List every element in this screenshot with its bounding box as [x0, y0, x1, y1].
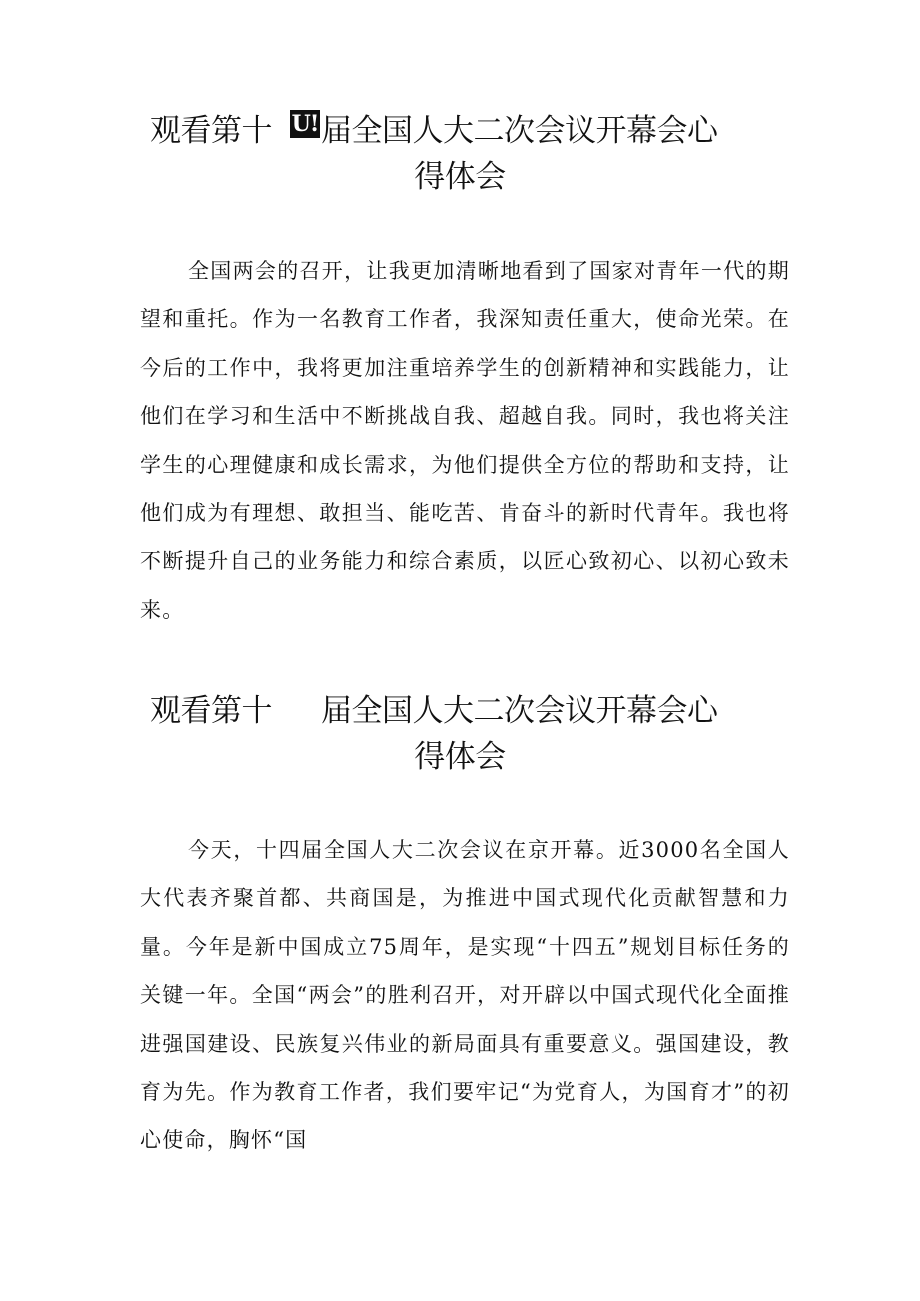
section2-title-part1: 观看第十	[150, 693, 272, 729]
section1-title-line1	[140, 108, 780, 154]
section2-title-line2: 得体会	[414, 739, 506, 775]
section1-title-part1: 观看第十	[150, 113, 272, 149]
section1-title	[140, 108, 780, 200]
title-glyph-artifact: U!	[291, 111, 319, 137]
section1-title-line2: 得体会	[414, 159, 506, 195]
section2-title-part2: 届全国人大二次会议开幕会心	[321, 693, 718, 729]
section2-title	[140, 688, 780, 780]
section2-title-line1	[140, 688, 780, 734]
section1-paragraph: 全国两会的召开，让我更加清晰地看到了国家对青年一代的期望和重托。作为一名教育工作者，我深知责任重大，使命光荣。在今后的工作中，我将更加注重培养学生的创新精神和实践能力，让他们在学习和生活中不断挑战自我、超越自我。同时，我也将关注学生的心理健康和成长需求，为他们提供全方位的帮助和支持，让他们成为有理想、敢担当、能吃苦、肯奋斗的新时代青年。我也将不断提升自己的业务能力和综合素质，以匠心致初心、以初心致未来。	[140, 259, 790, 622]
section2-paragraph: 今天，十四届全国人大二次会议在京开幕。近3000名全国人大代表齐聚首都、共商国是，为推进中国式现代化贡献智慧和力量。今年是新中国成立75周年，是实现“十四五”规划目标任务的关键一年。全国“两会”的胜利召开，对开辟以中国式现代化全面推进强国建设、民族复兴伟业的新局面具有重要意义。强国建设，教育为先。作为教育工作者，我们要牢记“为党育人，为国育才”的初心使命，胸怀“国	[140, 838, 790, 1153]
section1-title-part2: 届全国人大二次会议开幕会心	[321, 113, 718, 149]
